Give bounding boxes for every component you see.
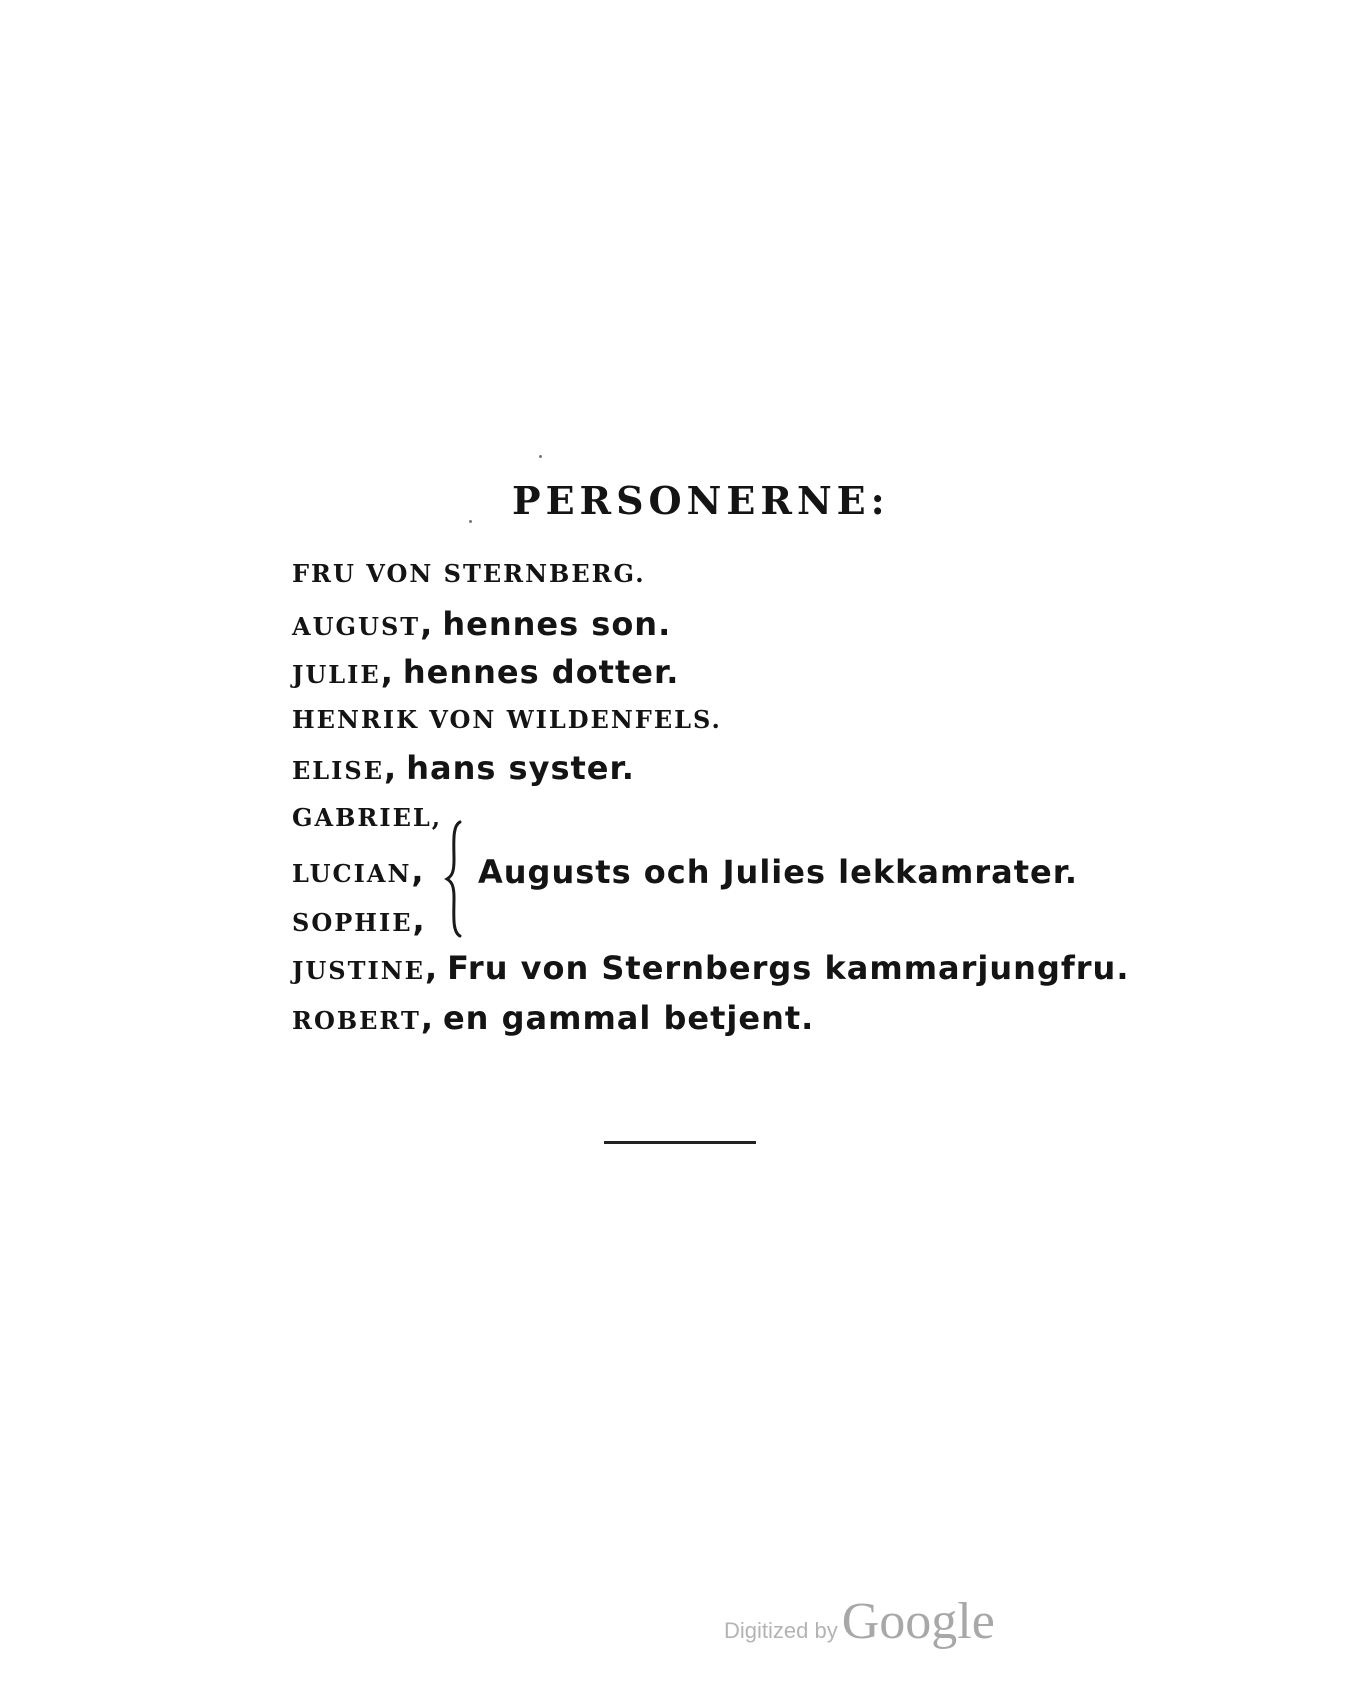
character-punct: , (420, 999, 433, 1037)
character-punct: , (420, 605, 433, 643)
character-entry (292, 749, 635, 787)
character-name: AUGUST (292, 612, 421, 641)
character-description: en gammal betjent. (442, 999, 815, 1037)
character-name: GABRIEL (292, 803, 432, 832)
character-entry (292, 901, 425, 939)
character-entry (292, 653, 680, 691)
grouping-brace-icon (444, 820, 468, 938)
google-logo: Google (841, 1593, 995, 1650)
character-entry (292, 605, 672, 643)
watermark-prefix: Digitized by (724, 1618, 838, 1643)
character-name: JUSTINE (292, 956, 425, 985)
separator-rule (604, 1141, 756, 1144)
character-name: JULIE (292, 660, 381, 689)
print-speck (469, 520, 472, 523)
character-name: LUCIAN (292, 859, 412, 888)
character-entry (292, 852, 424, 890)
page-heading: PERSONERNE: (512, 478, 890, 523)
character-name: SOPHIE (292, 908, 413, 937)
character-entry (292, 949, 1130, 987)
character-punct: , (431, 803, 443, 832)
character-description: hennes son. (442, 605, 672, 643)
character-punct: , (380, 653, 393, 691)
character-description: hennes dotter. (402, 653, 680, 691)
character-entry (292, 999, 815, 1037)
character-entry (292, 705, 722, 734)
character-description: hans syster. (406, 749, 635, 787)
character-name: FRU VON STERNBERG. (292, 559, 646, 588)
character-name: ROBERT (292, 1006, 421, 1035)
digitization-watermark (724, 1592, 995, 1651)
group-description: Augusts och Julies lekkamrater. (478, 853, 1079, 891)
character-description: Fru von Sternbergs kammarjungfru. (447, 949, 1130, 987)
character-name: ELISE (292, 756, 385, 785)
character-punct: , (412, 901, 425, 939)
character-punct: , (384, 749, 397, 787)
character-punct: , (424, 949, 438, 987)
character-entry (292, 803, 443, 832)
print-speck (539, 455, 542, 458)
character-name: HENRIK VON WILDENFELS. (292, 705, 722, 734)
character-punct: , (411, 852, 424, 890)
character-entry (292, 559, 646, 588)
